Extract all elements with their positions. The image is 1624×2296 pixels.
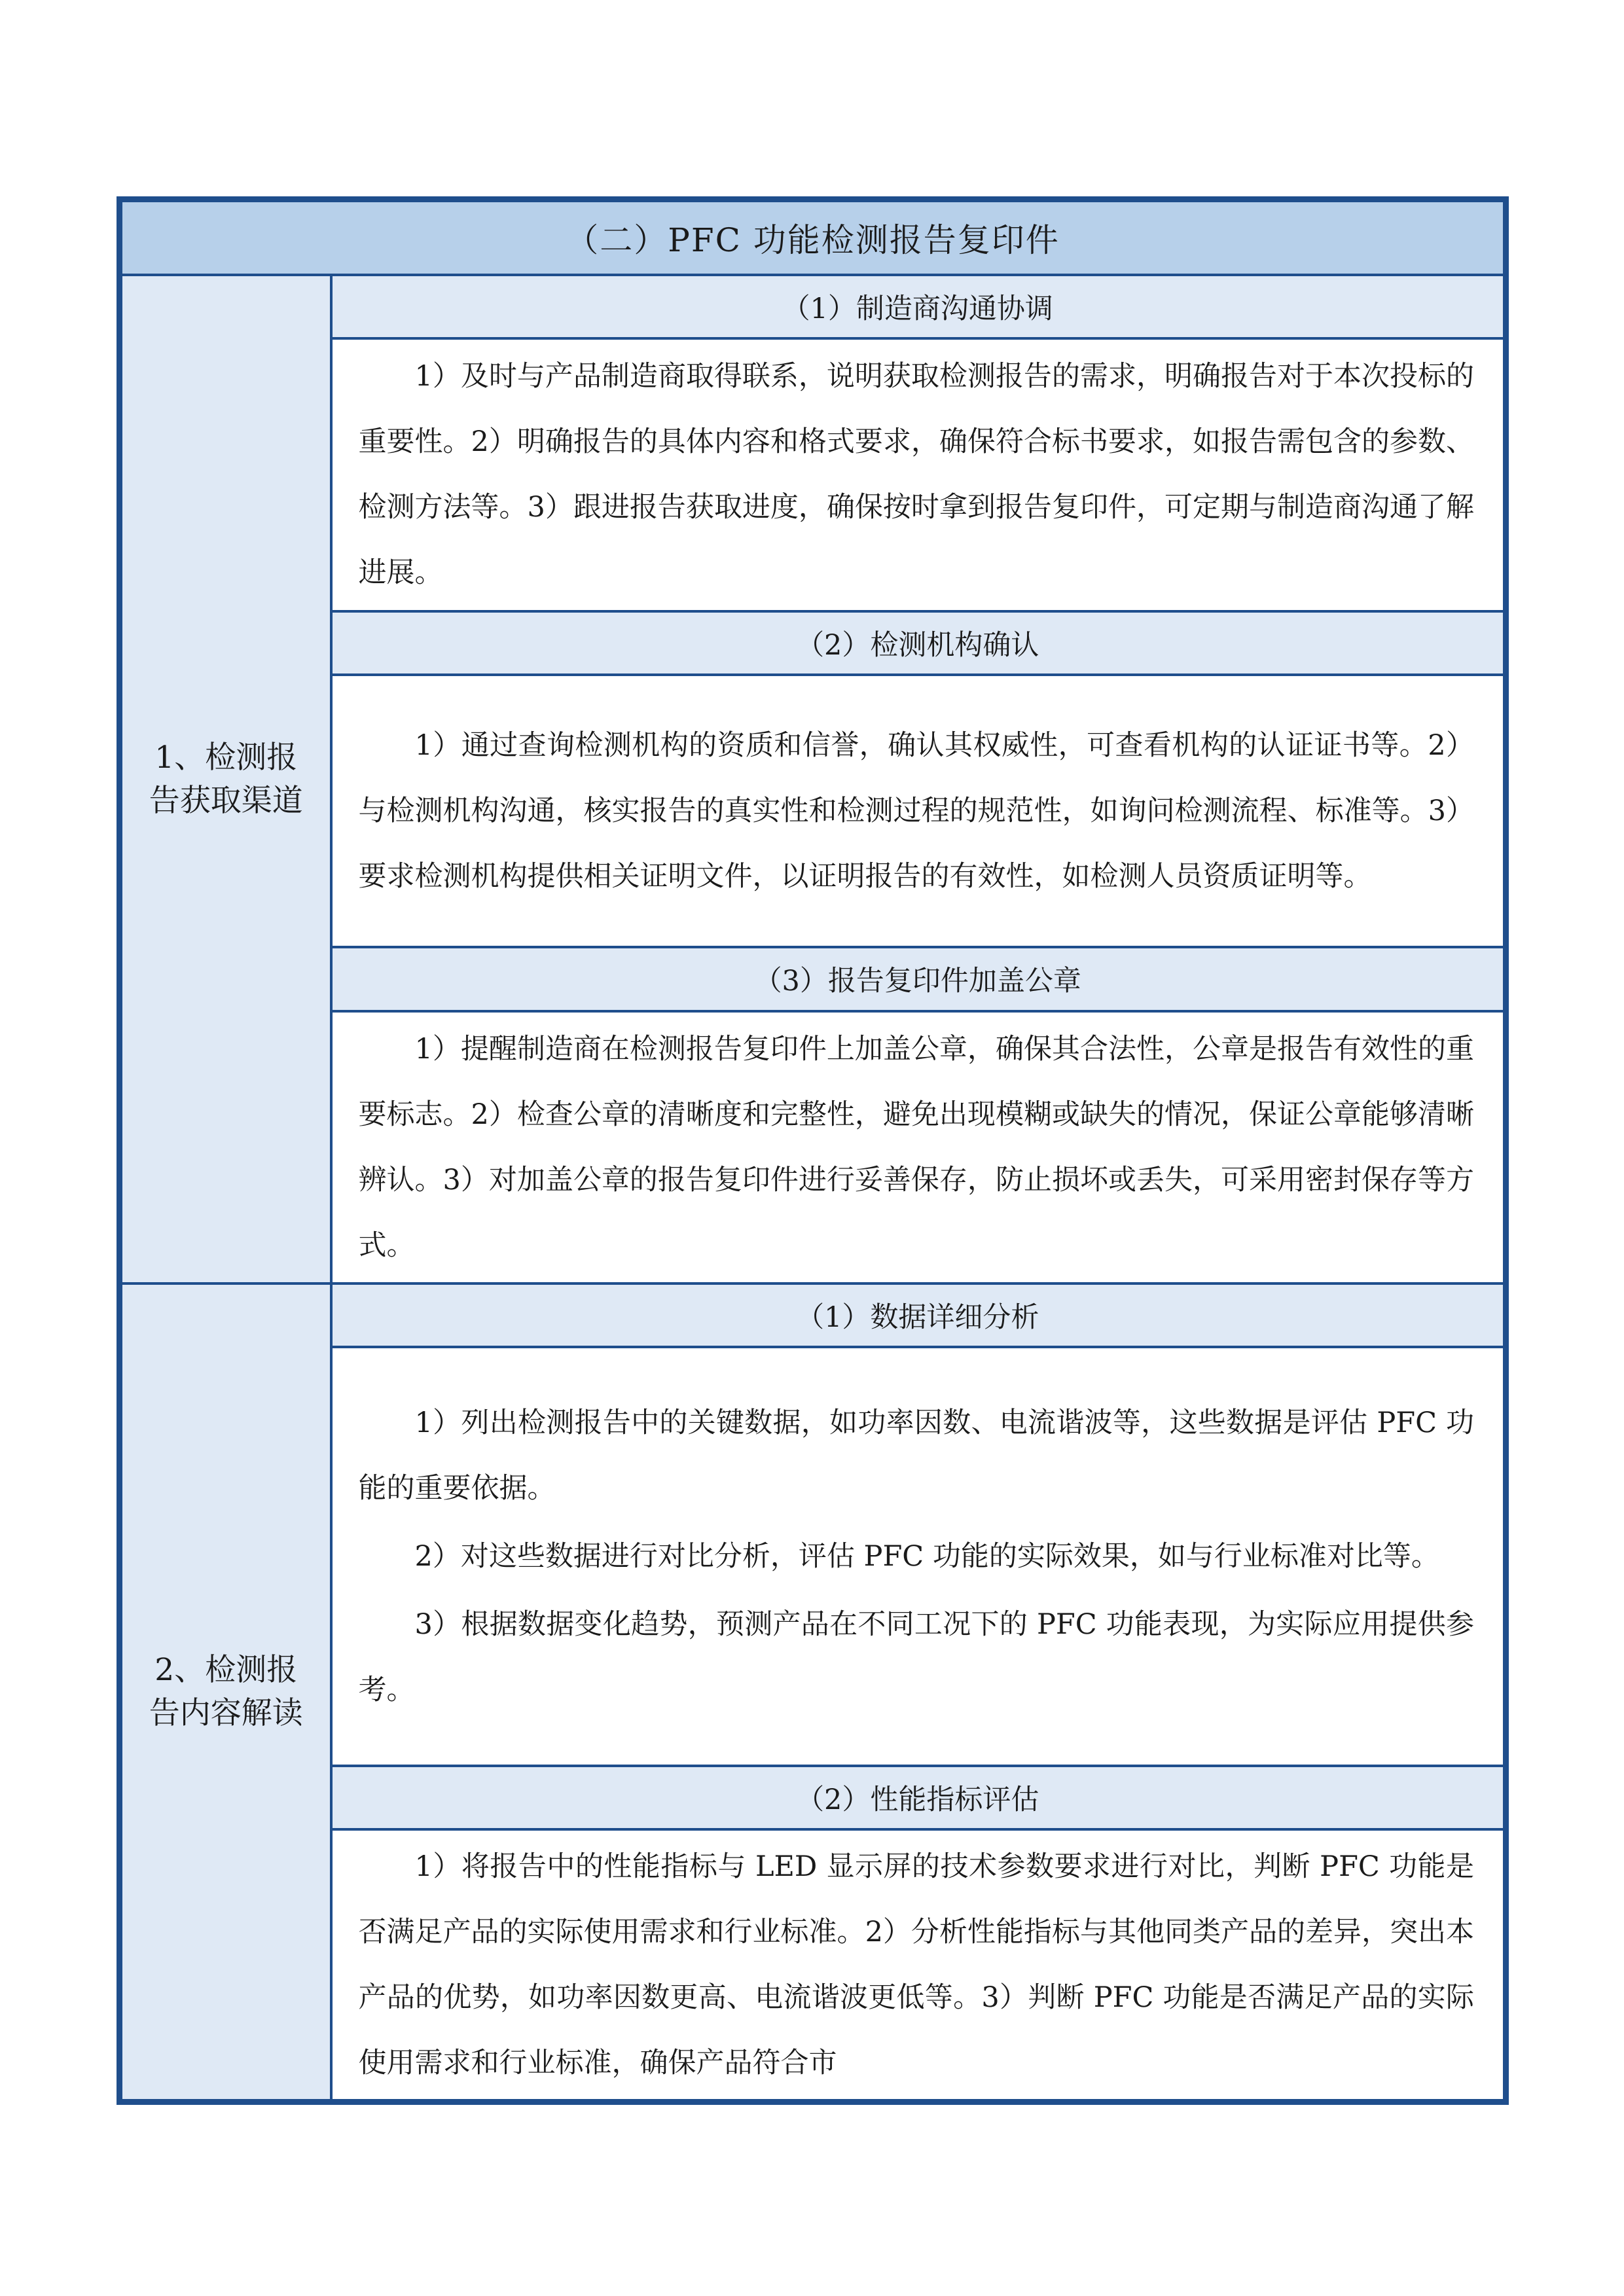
title-row (120, 200, 1506, 275)
item-heading: （1）制造商沟通协调 (331, 275, 1506, 338)
item-paragraph: 1）将报告中的性能指标与 LED 显示屏的技术参数要求进行对比，判断 PFC 功能是否满足产品的实际使用需求和行业标准。2）分析性能指标与其他同类产品的差异，突出本产品的优势，如功率因数更高、电流谐波更低等。3）判断 PFC 功能是否满足产品的实际使用需求和行业标准，确保产品符合市 (358, 1850, 1474, 2079)
item-body (331, 338, 1506, 611)
item-body (331, 675, 1506, 948)
item-heading: （3）报告复印件加盖公章 (331, 947, 1506, 1011)
item-heading: （2）检测机构确认 (331, 611, 1506, 675)
section-1-label: 1、检测报告获取渠道 (120, 275, 331, 1283)
item-body (331, 1829, 1506, 2102)
item-heading: （2）性能指标评估 (331, 1766, 1506, 1829)
item-paragraph: 1）及时与产品制造商取得联系，说明获取检测报告的需求，明确报告对于本次投标的重要性。2）明确报告的具体内容和格式要求，确保符合标书要求，如报告需包含的参数、检测方法等。3）跟进报告获取进度，确保按时拿到报告复印件，可定期与制造商沟通了解进展。 (358, 360, 1474, 590)
item-paragraph: 1）提醒制造商在检测报告复印件上加盖公章，确保其合法性，公章是报告有效性的重要标志。2）检查公章的清晰度和完整性，避免出现模糊或缺失的情况，保证公章能够清晰辨认。3）对加盖公章的报告复印件进行妥善保存，防止损坏或丢失，可采用密封保存等方式。 (358, 1032, 1474, 1262)
item-paragraph: 1）通过查询检测机构的资质和信誉，确认其权威性，可查看机构的认证证书等。2）与检测机构沟通，核实报告的真实性和检测过程的规范性，如询问检测流程、标准等。3）要求检测机构提供相关证明文件，以证明报告的有效性，如检测人员资质证明等。 (358, 729, 1474, 893)
report-table (117, 196, 1509, 2105)
item-paragraph: 2）对这些数据进行对比分析，评估 PFC 功能的实际效果，如与行业标准对比等。 (414, 1539, 1439, 1573)
item-heading: （1）数据详细分析 (331, 1283, 1506, 1347)
item-paragraph: 3）根据数据变化趋势，预测产品在不同工况下的 PFC 功能表现，为实际应用提供参考。 (358, 1607, 1474, 1706)
table-title: （二）PFC 功能检测报告复印件 (120, 200, 1506, 275)
section-2-item-1-heading-row (120, 1283, 1506, 1347)
section-1-item-1-heading-row (120, 275, 1506, 338)
item-paragraph: 1）列出检测报告中的关键数据，如功率因数、电流谐波等，这些数据是评估 PFC 功能的重要依据。 (358, 1406, 1474, 1505)
section-2-label: 2、检测报告内容解读 (120, 1283, 331, 2102)
item-body (331, 1011, 1506, 1284)
item-body (331, 1347, 1506, 1765)
